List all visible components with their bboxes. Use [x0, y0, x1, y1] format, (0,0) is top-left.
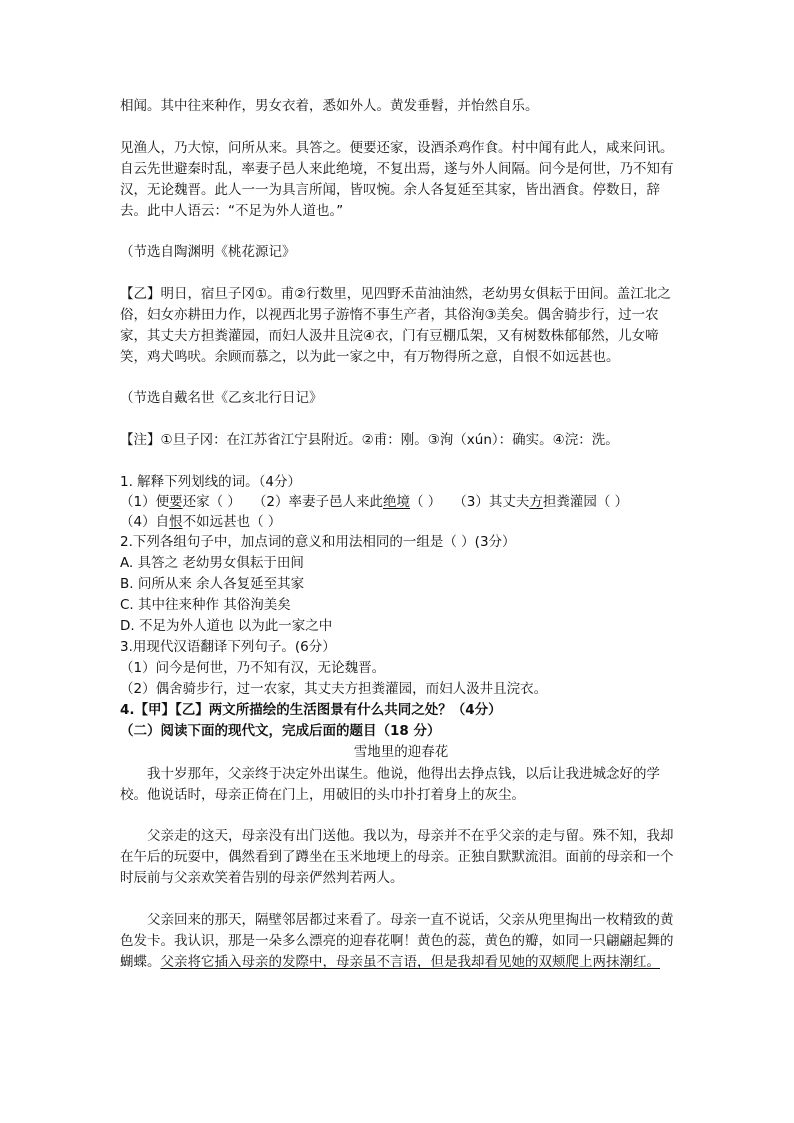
q1-item-1: （1）便要还家（ ）	[120, 494, 241, 510]
question-2-title: 2.下列各组句子中，加点词的意义和用法相同的一组是（ ）(3分）	[120, 534, 516, 550]
passage-b-note: 【注】①旦子冈：在江苏省江宁县附近。②甫：刚。③洵（xún）：确实。④浣：洗。	[120, 432, 619, 448]
section-2-heading: （二）阅读下面的现代文，完成后面的题目（18 分）	[120, 723, 441, 739]
question-3-item-2: （2）偶舍骑步行，过一农家，其丈夫方担粪灌园，而妇人汲井且浣衣。	[120, 681, 548, 697]
passage-b-source: （节选自戴名世《乙亥北行日记》	[120, 390, 323, 406]
question-2-option-a: A. 具答之 老幼男女俱耘于田间	[120, 555, 304, 571]
passage-b-paragraph: 【乙】明日，宿旦子冈①。甫②行数里，见四野禾苗油油然，老幼男女俱耘于田间。盖江北之俗，妇女亦耕田力作，以视西北男子游惰不事生产者，其俗洵③美矣。偶舍骑步行，过一农家，其丈夫方担粪灌园，而妇人汲井且浣④衣，门有豆棚瓜架，又有树数株郁郁然，儿女啼笑，鸡犬鸣吠。余顾而慕之，以为此一家之中，有万物得所之意，自恨不如远甚也。	[120, 286, 671, 365]
underlined-sentence: 父亲将它插入母亲的发際中，母亲虽不言语，但是我却看见她的双颊爬上两抹潮红。	[160, 954, 660, 970]
question-3-item-1: （1）问今是何世，乃不知有汉，无论魏晋。	[120, 660, 386, 676]
passage-a-source: （节选自陶渊明《桃花源记》	[120, 244, 296, 260]
question-2-option-b: B. 问所从来 余人各复延至其家	[120, 576, 305, 592]
question-1-title: 1. 解释下列划线的词。（4分）	[120, 474, 302, 490]
article-paragraph-3: 父亲回来的那天，隔壁邻居都过来看了。母亲一直不说话，父亲从兜里掏出一枚精致的黄色发卡。我认识，那是一朵多么漂亮的迎春花啊！黄色的蕊，黄色的瓣，如同一只翩翩起舞的蝴蝶。父亲将它插入母亲的发際中，母亲虽不言语，但是我却看见她的双颊爬上两抹潮红。	[120, 912, 674, 970]
question-2-option-d: D. 不足为外人道也 以为此一家之中	[120, 618, 333, 634]
passage-a-paragraph-2: 见渔人，乃大惊，问所从来。具答之。便要还家，设酒杀鸡作食。村中闻有此人，咸来问讯。自云先世避秦时乱，率妻子邑人来此绝境，不复出焉，遂与外人间隔。问今是何世，乃不知有汉，无论魏晋。此人一一为具言所闻，皆叹惋。余人各复延至其家，皆出酒食。停数日，辞去。此中人语云：“不足为外人道也。”	[120, 140, 674, 219]
question-1-items-row	[120, 492, 690, 512]
q1-item-2: （2）率妻子邑人来此绝境（ ）	[252, 494, 442, 510]
passage-a-paragraph-1: 相闻。其中往来种作，男女衣着，悉如外人。黄发垂髫，并怡然自乐。	[120, 98, 539, 114]
article-title: 雪地里的迎春花	[353, 744, 449, 760]
question-3-title: 3.用现代汉语翻译下列句子。(6分）	[120, 639, 336, 655]
question-2-option-c: C. 其中往来种作 其俗洵美矣	[120, 597, 291, 613]
article-paragraph-1: 我十岁那年，父亲终于决定外出谋生。他说，他得出去挣点钱，以后让我进城念好的学校。他说话时，母亲正倚在门上，用破旧的头巾扑打着身上的灰尘。	[120, 766, 660, 803]
q1-item-4: （4）自恨不如远甚也（ ）	[120, 514, 282, 530]
question-4: 4.【甲】【乙】两文所描绘的生活图景有什么共同之处？（4分）	[120, 702, 502, 718]
q1-item-3: （3）其丈夫方担粪灌园（ ）	[453, 494, 629, 510]
article-paragraph-2: 父亲走的这天，母亲没有出门送他。我以为，母亲并不在乎父亲的走与留。殊不知，我却在午后的玩耍中，偶然看到了蹲坐在玉米地埂上的母亲。正独自默默流泪。面前的母亲和一个时辰前与父亲欢笑着告别的母亲俨然判若两人。	[120, 828, 674, 886]
